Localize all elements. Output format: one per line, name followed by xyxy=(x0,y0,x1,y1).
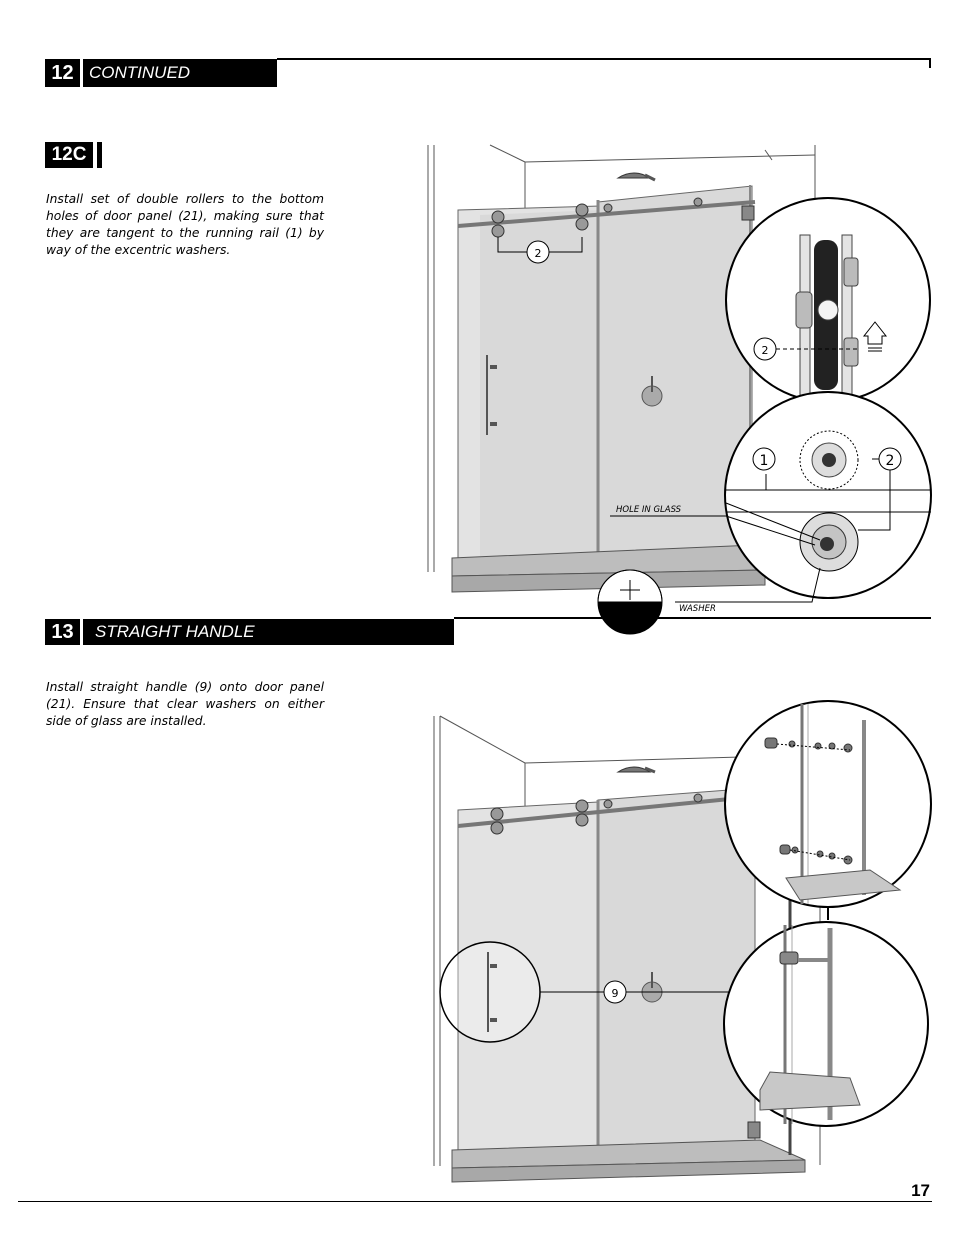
step-13-illustration xyxy=(420,700,940,1190)
section-13-instruction: Install straight handle (9) onto door panel (21). Ensure that clear washers on either side of glass are installed. xyxy=(46,680,324,728)
rail-callout-number: 1 xyxy=(759,453,769,469)
step-12c-label-bar xyxy=(97,142,102,168)
washer-indicator xyxy=(598,570,662,634)
hole-in-glass-label: HOLE IN GLASS xyxy=(616,505,682,515)
section-12-header-rule xyxy=(277,58,931,60)
section-13-header-rule xyxy=(454,617,931,619)
step-12c-illustration xyxy=(420,140,940,640)
handle-exploded-detail-circle xyxy=(725,701,931,907)
roller-detail-callout-number: 2 xyxy=(761,344,769,357)
washer-callout-number: 2 xyxy=(885,453,895,469)
handle-installed-detail-circle xyxy=(724,922,928,1126)
roller-callout-number: 2 xyxy=(534,247,542,260)
washer-label: WASHER xyxy=(679,604,716,614)
step-12c-instruction: Install set of double rollers to the bottom holes of door panel (21), making sure that they are tangent to the running rail (1) by way of the excentric washers. xyxy=(46,192,324,257)
washer-detail-circle xyxy=(725,392,931,598)
roller-detail-circle xyxy=(726,198,930,402)
footer-rule xyxy=(18,1201,932,1202)
shower-head xyxy=(618,767,655,772)
glass-panels xyxy=(458,185,752,568)
section-13-number: 13 xyxy=(45,619,80,645)
shower-head xyxy=(618,173,655,180)
section-12-header-rule-end xyxy=(929,58,931,68)
section-12-number: 12 xyxy=(45,59,80,87)
section-12-title: CONTINUED xyxy=(83,59,277,87)
handle-location-circle xyxy=(440,942,540,1042)
step-12c-label: 12C xyxy=(45,142,93,168)
section-13-title: STRAIGHT HANDLE xyxy=(83,619,454,645)
page-number: 17 xyxy=(911,1181,930,1200)
handle-callout-number: 9 xyxy=(611,987,619,1000)
